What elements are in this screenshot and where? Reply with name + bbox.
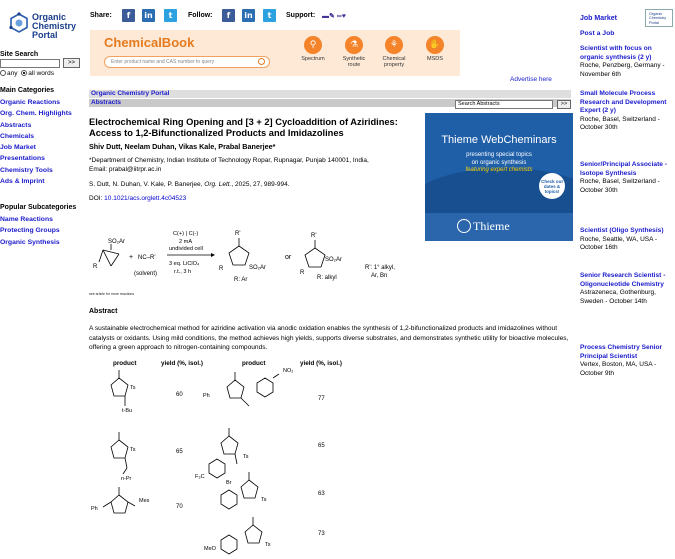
reaction-arrow-head xyxy=(211,253,215,257)
chemicalbook-search-input[interactable] xyxy=(104,56,270,68)
doi-link[interactable]: 10.1021/acs.orglett.4c04523 xyxy=(104,195,187,202)
breadcrumb-portal[interactable]: Organic Chemistry Portal xyxy=(89,90,571,98)
scheme-sub-alkyl: R: alkyl xyxy=(317,275,337,281)
left-sidebar xyxy=(0,0,82,559)
nav-abstracts[interactable]: Abstracts xyxy=(0,121,32,129)
chemical-property-label: Chemical property xyxy=(382,56,406,68)
nav-org-chem-highlights[interactable]: Org. Chem. Highlights xyxy=(0,110,72,118)
job-company: Roche, Basel, Switzerland - October 30th xyxy=(580,115,660,131)
popular-subcategories-list xyxy=(0,216,60,250)
label-ts: Ts xyxy=(130,385,136,391)
spectrum-button[interactable] xyxy=(297,36,329,62)
job-company: Roche, Basel, Switzerland - October 30th xyxy=(580,178,660,194)
label-no2: NO₂ xyxy=(283,368,294,374)
scheme-or: or xyxy=(285,254,292,261)
post-a-job-link[interactable]: Post a Job xyxy=(580,30,615,37)
msds-icon: ✋ xyxy=(426,36,444,54)
table-header-product-2: product xyxy=(242,360,266,367)
doi-label: DOI: xyxy=(89,195,105,202)
citation-details: , 2025, 27, 989-994. xyxy=(231,181,290,188)
scheme-so2ar-1: SO₂Ar xyxy=(108,239,125,245)
job-title[interactable]: Small Molecule Process Research and Development Expert (2 y) xyxy=(580,90,667,114)
imidazoline-structure-2 xyxy=(305,240,325,267)
job-listing[interactable] xyxy=(580,45,674,79)
site-search-label: Site Search xyxy=(0,51,39,58)
job-market-sidebar xyxy=(578,0,675,559)
logo-molecule-icon xyxy=(8,12,30,34)
scheme-sub-rp-2: Ar, Bn xyxy=(371,273,388,279)
nav-organic-synthesis[interactable]: Organic Synthesis xyxy=(0,238,60,246)
site-search-input[interactable] xyxy=(0,59,60,68)
label-tbu: t-Bu xyxy=(122,408,133,414)
job-company: Astrazeneca, Gothenburg, Sweden - October 14th xyxy=(580,289,656,305)
scheme-solvent: (solvent) xyxy=(134,271,158,277)
thieme-logo xyxy=(425,213,573,241)
share-bar xyxy=(90,9,570,23)
main-categories-list xyxy=(0,99,72,189)
job-title[interactable]: Senior/Principal Associate - Isotope Synthesis xyxy=(580,161,667,177)
scheme-so2ar-3: SO₂Ar xyxy=(325,257,342,263)
ad-badge[interactable]: Check out dates & topics! xyxy=(539,173,565,199)
job-title[interactable]: Process Chemistry Senior Principal Scientist xyxy=(580,344,663,360)
nav-job-market[interactable]: Job Market xyxy=(0,144,36,152)
scheme-r-1: R xyxy=(93,264,98,270)
scheme-plus: + xyxy=(129,254,134,261)
job-company: Roche, Seattle, WA, USA - October 16th xyxy=(580,235,658,251)
label-npr: n-Pr xyxy=(121,476,132,482)
table-header-yield-2: yield (%, isol.) xyxy=(300,360,342,367)
reaction-scheme xyxy=(89,224,429,292)
chemicalbook-brand[interactable]: ChemicalBook xyxy=(104,35,195,50)
yield-value: 65 xyxy=(176,449,183,455)
label-ts: Ts xyxy=(243,454,249,460)
radio-any-label: any xyxy=(7,70,18,77)
job-listing[interactable] xyxy=(580,227,674,253)
label-f3c: F₃C xyxy=(195,474,205,480)
linkedin-share-icon[interactable]: in xyxy=(142,9,155,22)
label-ph: Ph xyxy=(91,506,98,512)
spectrum-icon: ⚲ xyxy=(304,36,322,54)
jm-logo-line: Organic xyxy=(649,12,663,16)
affiliation-email: Email: prabal@iitrpr.ac.in xyxy=(89,165,162,173)
job-company: Vertex, Boston, MA, USA - October 9th xyxy=(580,361,657,377)
scheme-rp-1: R' xyxy=(235,231,241,237)
jm-logo-line: Portal xyxy=(649,20,659,25)
yield-value: 65 xyxy=(318,443,325,449)
synthetic-route-button[interactable] xyxy=(338,36,370,68)
job-listing[interactable] xyxy=(580,90,674,133)
scheme-r-2: R xyxy=(219,266,224,272)
aziridine-structure xyxy=(99,244,119,266)
radio-all-words[interactable] xyxy=(21,70,27,76)
job-market-title[interactable]: Job Market xyxy=(580,15,617,22)
article-citation xyxy=(89,181,419,188)
msds-button[interactable] xyxy=(419,36,451,62)
support-icons[interactable]: ▬✎ ∞♥ xyxy=(322,13,346,20)
scheme-note[interactable]: see article for more reactions xyxy=(89,292,135,296)
job-title[interactable]: Scientist (Oligo Synthesis) xyxy=(580,227,664,234)
synthetic-route-label: Synthetic route xyxy=(342,56,366,68)
job-listing[interactable] xyxy=(580,344,674,378)
logo-line: Chemistry xyxy=(32,21,77,31)
scheme-reagent: NC–R' xyxy=(138,255,156,261)
scheme-sub-aryl: R: Ar xyxy=(234,277,248,283)
label-ts: Ts xyxy=(130,447,136,453)
yield-value: 63 xyxy=(318,491,325,497)
nav-protecting-groups[interactable]: Protecting Groups xyxy=(0,227,60,235)
scheme-sub-rp-1: R': 1° alkyl, xyxy=(365,265,395,271)
ad-line2: on organic synthesis xyxy=(471,159,527,166)
abstracts-search-input[interactable]: Search Abstracts xyxy=(455,100,553,109)
facebook-follow-icon[interactable]: f xyxy=(222,9,235,22)
thieme-ad[interactable] xyxy=(425,113,573,241)
yield-value: 77 xyxy=(318,396,325,402)
product-table xyxy=(89,360,419,559)
search-icon[interactable] xyxy=(258,58,265,65)
nav-name-reactions[interactable]: Name Reactions xyxy=(0,216,53,223)
twitter-share-icon[interactable]: t xyxy=(164,9,177,22)
ad-title: Thieme WebCheminars xyxy=(441,134,557,146)
cond-time: r.t., 3 h xyxy=(174,269,192,275)
nav-chemicals[interactable]: Chemicals xyxy=(0,132,35,140)
spectrum-label: Spectrum xyxy=(301,56,325,62)
logo-line: Portal xyxy=(32,30,58,40)
breadcrumb-abstracts[interactable]: Abstracts xyxy=(89,99,571,107)
nav-presentations[interactable]: Presentations xyxy=(0,155,45,163)
main-categories-label: Main Categories xyxy=(0,87,55,94)
ad-tagline: featuring expert chemists xyxy=(465,167,533,173)
site-search-button[interactable]: >> xyxy=(63,58,80,68)
job-title[interactable]: Senior Research Scientist - Oligonucleotide Chemistry xyxy=(580,272,666,288)
abstracts-search-button[interactable]: >> xyxy=(557,100,571,109)
jm-logo-line: Chemistry xyxy=(649,16,667,21)
label-mes: Mes xyxy=(139,498,150,504)
site-logo[interactable] xyxy=(2,10,80,44)
radio-all-words-label: all words xyxy=(28,70,54,77)
product-structures xyxy=(89,360,419,559)
abstract-heading: Abstract xyxy=(89,308,118,315)
article-doi xyxy=(89,195,419,202)
cond-current: 2 mA xyxy=(179,239,193,245)
job-market-logo[interactable] xyxy=(645,9,673,27)
affiliation-text: *Department of Chemistry, Indian Institute of Technology Ropar, Rupnagar, Punjab 140001, India, xyxy=(89,157,369,164)
linkedin-follow-icon[interactable]: in xyxy=(242,9,255,22)
scheme-so2ar-2: SO₂Ar xyxy=(249,265,266,271)
citation-journal: Org. Lett. xyxy=(204,181,232,188)
popular-subcategories-label: Popular Subcategories xyxy=(0,204,77,211)
label-meo: MeO xyxy=(204,546,216,552)
yield-value: 70 xyxy=(176,504,183,510)
scheme-rp-2: R' xyxy=(311,233,317,239)
logo-text xyxy=(32,13,76,40)
support-label: Support: xyxy=(286,12,316,19)
chemicalbook-banner[interactable] xyxy=(90,30,460,76)
ad-line1: presenting special topics xyxy=(466,152,532,158)
facebook-share-icon[interactable]: f xyxy=(122,9,135,22)
radio-any[interactable] xyxy=(0,70,6,76)
cond-electrodes: C(+) | C(-) xyxy=(173,231,199,237)
label-br: Br xyxy=(226,480,232,486)
nav-chemistry-tools[interactable]: Chemistry Tools xyxy=(0,166,53,174)
label-ph: Ph xyxy=(203,393,210,399)
twitter-follow-icon[interactable]: t xyxy=(263,9,276,22)
follow-label: Follow: xyxy=(188,12,213,19)
cond-electrolyte: 3 eq. LiClO₄ xyxy=(169,261,200,267)
cond-cell: undivided cell xyxy=(169,246,203,252)
chemical-property-icon: ⚘ xyxy=(385,36,403,54)
imidazoline-structure-1 xyxy=(229,238,249,265)
ad-subtitle xyxy=(425,152,573,167)
chemicalbook-search-placeholder: Enter product name and CAS number to query xyxy=(111,59,215,65)
table-header-yield-1: yield (%, isol.) xyxy=(161,360,203,367)
article xyxy=(89,117,419,202)
job-listing[interactable] xyxy=(580,272,674,306)
label-ts: Ts xyxy=(265,542,271,548)
label-ts: Ts xyxy=(261,497,267,503)
product-structure xyxy=(103,370,135,513)
thieme-emblem-icon xyxy=(457,219,471,233)
synthetic-route-icon: ⚗ xyxy=(345,36,363,54)
article-affiliation xyxy=(89,157,419,174)
abstract-text: A sustainable electrochemical method for aziridine activation via anodic oxidation enables the synthesis of 1,2-bifunctionalized products and imidazolines without catalysts or oxidants. Using mild conditions, the method achieves high yields, supports diverse substrates, and demonstrates synthetic utility for bioactive molecules, offering a green approach to nitrogen-containing compounds. xyxy=(89,325,569,351)
share-label: Share: xyxy=(90,12,112,19)
job-title[interactable]: Scientist with focus on organic synthesis (2 y) xyxy=(580,45,652,61)
article-title: Electrochemical Ring Opening and [3 + 2] Cycloaddition of Aziridines: Access to 1,2-Bifunctionalized Products and Imidazolines xyxy=(89,117,398,138)
citation-authors: S. Dutt, N. Duhan, V. Kale, P. Banerjee, xyxy=(89,181,205,188)
yield-value: 60 xyxy=(176,392,183,398)
thieme-logo-text: Thieme xyxy=(473,219,510,233)
table-header-product-1: product xyxy=(113,360,137,367)
chemical-property-button[interactable] xyxy=(378,36,410,68)
nav-organic-reactions[interactable]: Organic Reactions xyxy=(0,99,61,106)
advertise-link[interactable]: Advertise here xyxy=(510,76,552,83)
yield-value: 73 xyxy=(318,531,325,537)
job-listing[interactable] xyxy=(580,161,674,195)
logo-line: Organic xyxy=(32,12,67,22)
article-authors: Shiv Dutt, Neelam Duhan, Vikas Kale, Prabal Banerjee* xyxy=(89,142,276,151)
job-company: Roche, Penzberg, Germany - November 6th xyxy=(580,62,665,78)
search-mode xyxy=(0,70,54,77)
nav-ads-imprint[interactable]: Ads & Imprint xyxy=(0,178,45,186)
product-structure xyxy=(209,372,279,554)
scheme-r-3: R xyxy=(300,270,305,276)
msds-label: MSDS xyxy=(427,56,443,62)
